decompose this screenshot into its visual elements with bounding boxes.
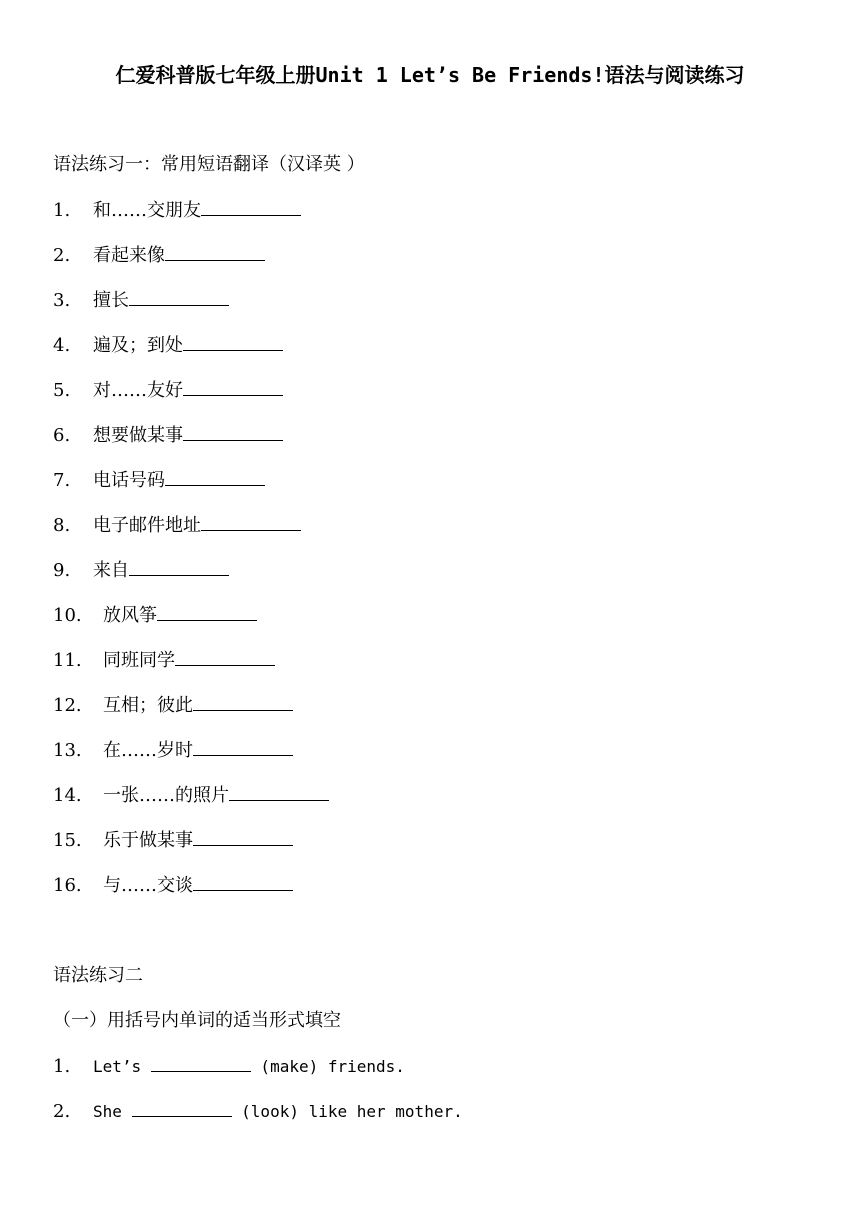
- answer-blank[interactable]: [132, 1098, 232, 1117]
- answer-blank[interactable]: [201, 512, 301, 531]
- item-text: 互相；彼此: [103, 695, 193, 716]
- item-text-after: (look) like her mother.: [231, 1102, 463, 1121]
- item-text-before: She: [93, 1102, 132, 1121]
- item-number: 7.: [53, 470, 71, 491]
- phrase-item-3: [53, 287, 229, 314]
- phrase-item-11: [53, 647, 275, 674]
- phrase-item-9: [53, 557, 229, 584]
- item-text: 电话号码: [93, 470, 165, 491]
- item-text: 和……交朋友: [93, 200, 201, 221]
- fill-item-1: [53, 1053, 405, 1080]
- answer-blank[interactable]: [183, 422, 283, 441]
- item-text: 在……岁时: [103, 740, 193, 761]
- phrase-item-2: [53, 242, 265, 269]
- item-number: 14.: [53, 785, 82, 806]
- item-number: 1.: [53, 200, 71, 221]
- item-number: 15.: [53, 830, 82, 851]
- item-text: 想要做某事: [93, 425, 183, 446]
- item-number: 10.: [53, 605, 82, 626]
- item-text: 来自: [93, 560, 129, 581]
- item-number: 4.: [53, 335, 71, 356]
- phrase-item-15: [53, 827, 293, 854]
- item-number: 12.: [53, 695, 82, 716]
- answer-blank[interactable]: [165, 242, 265, 261]
- answer-blank[interactable]: [229, 782, 329, 801]
- phrase-item-1: [53, 197, 301, 224]
- item-number: 8.: [53, 515, 71, 536]
- item-text-after: (make) friends.: [250, 1057, 405, 1076]
- phrase-item-6: [53, 422, 283, 449]
- phrase-item-5: [53, 377, 283, 404]
- section2-subheading: （一）用括号内单词的适当形式填空: [53, 1010, 341, 1031]
- item-text: 乐于做某事: [103, 830, 193, 851]
- phrase-item-12: [53, 692, 293, 719]
- item-text-before: Let’s: [93, 1057, 151, 1076]
- phrase-item-10: [53, 602, 257, 629]
- answer-blank[interactable]: [165, 467, 265, 486]
- item-number: 2.: [53, 1101, 71, 1122]
- answer-blank[interactable]: [193, 827, 293, 846]
- answer-blank[interactable]: [183, 332, 283, 351]
- item-text: 同班同学: [103, 650, 175, 671]
- phrase-item-4: [53, 332, 283, 359]
- section1-heading: 语法练习一：常用短语翻译（汉译英 ）: [53, 154, 365, 175]
- answer-blank[interactable]: [151, 1053, 251, 1072]
- answer-blank[interactable]: [193, 737, 293, 756]
- item-number: 11.: [53, 650, 82, 671]
- answer-blank[interactable]: [175, 647, 275, 666]
- phrase-item-7: [53, 467, 265, 494]
- item-text: 擅长: [93, 290, 129, 311]
- item-text: 放风筝: [103, 605, 157, 626]
- item-text: 一张……的照片: [103, 785, 229, 806]
- answer-blank[interactable]: [183, 377, 283, 396]
- answer-blank[interactable]: [193, 692, 293, 711]
- fill-item-2: [53, 1098, 463, 1125]
- phrase-item-14: [53, 782, 329, 809]
- item-number: 1.: [53, 1056, 71, 1077]
- item-text: 看起来像: [93, 245, 165, 266]
- phrase-item-16: [53, 872, 293, 899]
- item-number: 13.: [53, 740, 82, 761]
- answer-blank[interactable]: [201, 197, 301, 216]
- item-text: 电子邮件地址: [93, 515, 201, 536]
- item-text: 对……友好: [93, 380, 183, 401]
- item-number: 5.: [53, 380, 71, 401]
- item-text: 与……交谈: [103, 875, 193, 896]
- phrase-item-13: [53, 737, 293, 764]
- answer-blank[interactable]: [193, 872, 293, 891]
- item-number: 6.: [53, 425, 71, 446]
- answer-blank[interactable]: [129, 287, 229, 306]
- item-number: 3.: [53, 290, 71, 311]
- document-title: 仁爱科普版七年级上册Unit 1 Let’s Be Friends!语法与阅读练习: [115, 63, 745, 87]
- item-text: 遍及；到处: [93, 335, 183, 356]
- item-number: 9.: [53, 560, 71, 581]
- phrase-item-8: [53, 512, 301, 539]
- item-number: 2.: [53, 245, 71, 266]
- answer-blank[interactable]: [157, 602, 257, 621]
- item-number: 16.: [53, 875, 82, 896]
- answer-blank[interactable]: [129, 557, 229, 576]
- section2-heading: 语法练习二: [53, 965, 143, 986]
